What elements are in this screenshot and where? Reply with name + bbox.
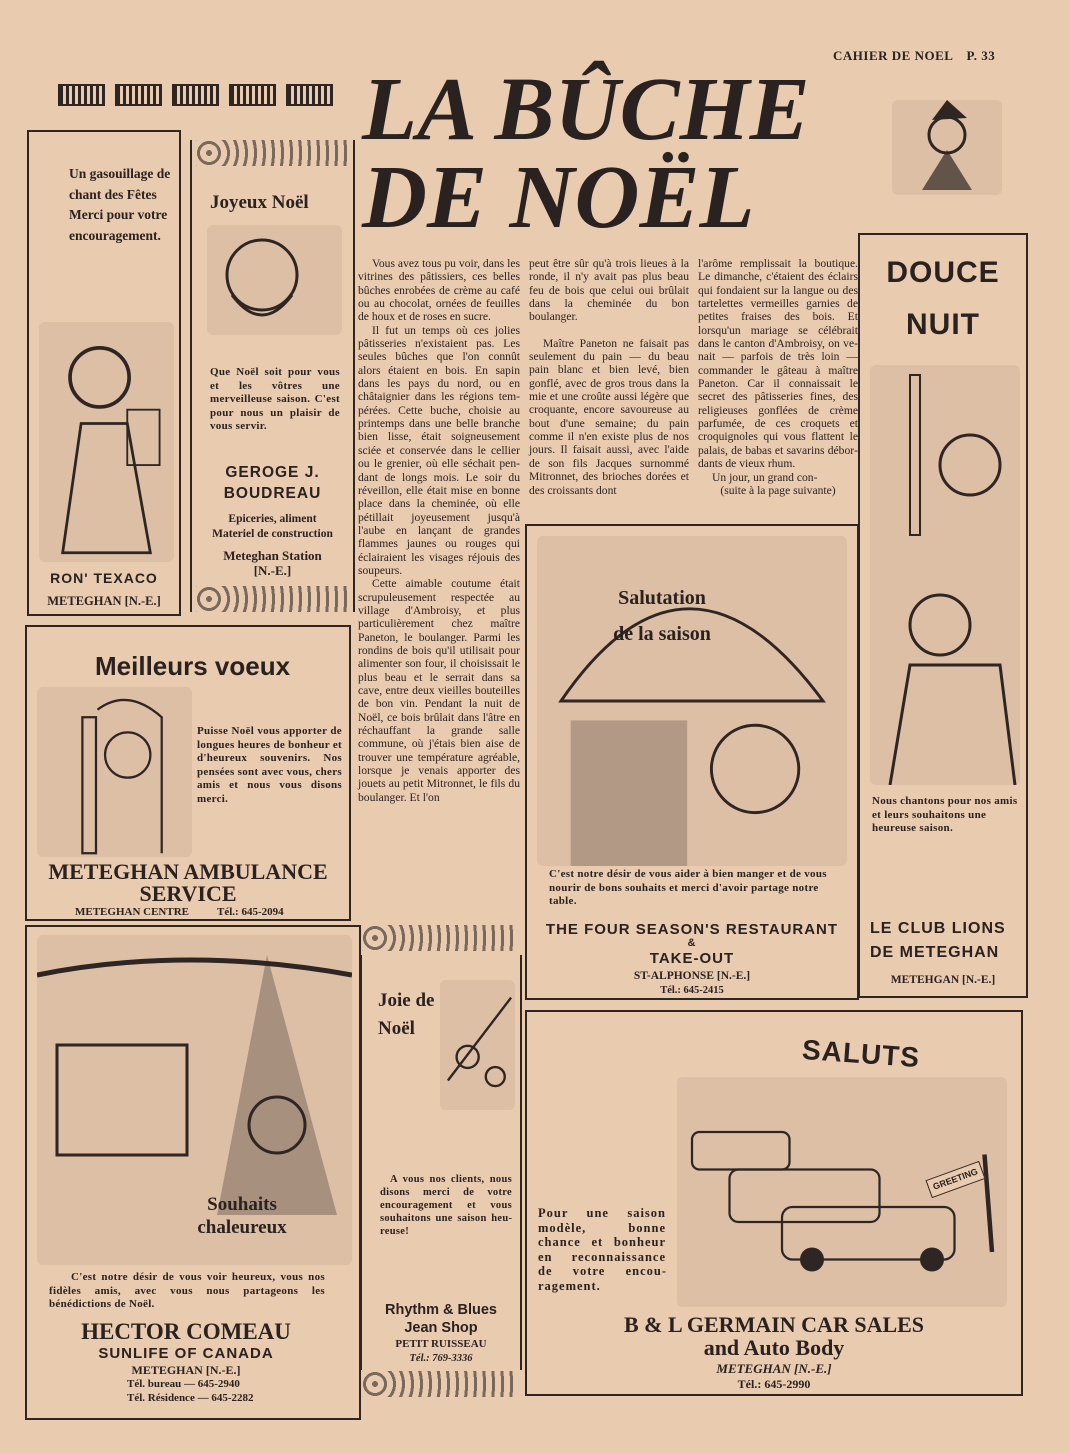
article-paragraph: Un jour, un grand con- bbox=[712, 470, 818, 484]
article-paragraph: Vous avez tous pu voir, dans les vitrines des pâtissiers, ces belles bûches enrobées de crème au café ou au chocolat, ornées de feuilles de houx et de roses en sucre. bbox=[358, 257, 520, 324]
ad-name-line: METEGHAN AMBULANCE bbox=[48, 859, 328, 884]
ad-heading-line: chaleureux bbox=[197, 1217, 287, 1238]
continued-note: (suite à la page suivante) bbox=[720, 483, 836, 497]
ad-message: C'est notre désir de vous aider à bien manger et de vous nourir de bons souhaits et merci d'avoir partage notre table. bbox=[549, 868, 827, 907]
ad-name-line: TAKE-OUT bbox=[649, 950, 735, 967]
ad-message: Puisse Noël vous apporter de longues heures de bonheur et d'heureux souvenirs. Nos pensées sont avec vous, chers amis et nous vous disons merci. bbox=[197, 725, 342, 805]
ad-name-line: GEROGE J. bbox=[225, 464, 320, 481]
gift-icon bbox=[286, 84, 333, 106]
article-title bbox=[362, 60, 822, 247]
ad-name-line: Jean Shop bbox=[404, 1320, 478, 1336]
caroler-child-illustration bbox=[39, 322, 174, 562]
ad-heading: Joyeux Noël bbox=[210, 192, 309, 213]
garland-ornament bbox=[196, 140, 351, 166]
ad-heading bbox=[587, 580, 737, 652]
ad-phone: Tél.: 769-3336 bbox=[409, 1353, 473, 1364]
ad-name bbox=[192, 462, 353, 504]
page-header bbox=[833, 48, 995, 63]
ad-place: METEGHAN CENTRE bbox=[75, 906, 189, 918]
ad-ron-texaco bbox=[27, 130, 181, 616]
ad-name-line: DE METEGHAN bbox=[870, 944, 1000, 961]
article-column-3 bbox=[698, 257, 858, 497]
ad-phone: Tél.: 645-2094 bbox=[217, 906, 284, 918]
ad-name-line: Rhythm & Blues bbox=[385, 1302, 497, 1318]
gift-icon bbox=[58, 84, 105, 106]
ad-name-line: THE FOUR SEASON'S RESTAURANT bbox=[545, 921, 839, 938]
ad-name bbox=[527, 922, 857, 968]
article-paragraph: Il fut un temps où ces jolies pâtisseries n'existaient pas. Les seules bûches que l'on connût alors étaient en bois. En sapin dans les pays du nord, ou en châtaignier dans les régions tempérées. Cette buche, choisie au printemps dans une belle branche bien lisse, était soigneusement sciée et conservée dans le cellier ou le grenier, où elle séchait pendant de longs mois. Le soir du réveillon, elle était mise en bonne place dans la cheminée, où elle pétillait joyeusement jusqu'à l'aube en lançant de grandes flammes jaunes ou rouges qui éclairaient les visages réjouis des soupeurs. bbox=[358, 323, 520, 577]
ad-heading bbox=[378, 987, 434, 1043]
ad-message: Nous chantons pour nos amis et leurs souhaitons une heureuse saison. bbox=[872, 795, 1018, 834]
article-column-1 bbox=[358, 257, 520, 804]
ad-heading: SALUTS bbox=[801, 1033, 921, 1074]
ad-place: PETIT RUISSEAU bbox=[395, 1338, 487, 1350]
santa-face-illustration bbox=[207, 225, 342, 335]
gift-icon bbox=[172, 84, 219, 106]
ad-message: C'est notre désir de vous voir heureux, vous nos fidèles amis, avec vous nous partageons les bénédictions de Noël. bbox=[49, 1271, 325, 1310]
ad-boudreau bbox=[190, 140, 355, 612]
ad-phone: Tél.: 645-2415 bbox=[660, 985, 724, 996]
ad-name-line: SERVICE bbox=[139, 881, 237, 906]
ad-name bbox=[527, 1313, 1021, 1359]
ad-place: METEGHAN [N.-E.] bbox=[47, 594, 161, 608]
garland-ornament bbox=[362, 925, 517, 951]
garland-ornament bbox=[362, 1371, 517, 1397]
ad-heading-line: Souhaits bbox=[207, 1194, 277, 1215]
ad-name-line: and Auto Body bbox=[703, 1335, 845, 1360]
gift-icons-row bbox=[58, 84, 333, 106]
ad-business bbox=[192, 512, 353, 541]
ad-name: HECTOR COMEAU bbox=[81, 1319, 291, 1344]
article-paragraph: peut être sûr qu'à trois lieues à la ronde, il n'y avait pas plus beau feu de bois que celui oui brûlait dans la cheminée du bon boulanger. bbox=[529, 257, 689, 324]
ad-place: ST-ALPHONSE [N.-E.] bbox=[633, 970, 751, 982]
ad-germain-car-sales bbox=[525, 1010, 1023, 1396]
ad-heading bbox=[177, 1193, 307, 1239]
ad-heading-line: Salutation bbox=[618, 587, 706, 609]
ad-rhythm-blues bbox=[360, 925, 522, 1403]
ad-hector-comeau bbox=[25, 925, 361, 1420]
ad-message: Que Noël soit pour vous et les vôtres une merveilleuse saison. C'est pour nous un plaisir de vous servir. bbox=[210, 366, 340, 432]
ad-place: METEGHAN [N.-E.] bbox=[716, 1361, 832, 1376]
ad-name-line: B & L GERMAIN CAR SALES bbox=[623, 1312, 925, 1337]
ad-company: SUNLIFE OF CANADA bbox=[98, 1345, 274, 1362]
ad-place bbox=[192, 548, 353, 578]
article-column-2 bbox=[529, 257, 689, 497]
ad-name bbox=[870, 917, 1026, 965]
ad-heading-line: Noël bbox=[378, 1018, 415, 1039]
ad-place-line: Meteghan Station bbox=[223, 548, 322, 563]
ad-meteghan-ambulance bbox=[25, 625, 351, 921]
ad-heading-line: DOUCE bbox=[886, 256, 1000, 289]
ad-place-line: [N.-E.] bbox=[253, 563, 292, 578]
girl-with-candle-illustration bbox=[37, 687, 192, 857]
ad-name: RON' TEXACO bbox=[50, 570, 158, 586]
ad-message: Un gasouillage de chant des Fêtes Merci pour votre encouragement. bbox=[69, 166, 171, 243]
ad-business-line: Epiceries, aliment bbox=[228, 513, 317, 525]
ad-name bbox=[27, 861, 349, 905]
choir-boys-illustration bbox=[870, 365, 1020, 785]
ad-heading: Meilleurs voeux bbox=[95, 651, 291, 681]
ad-phone-residence: Tél. Résidence — 645-2282 bbox=[127, 1392, 254, 1404]
ad-four-seasons-restaurant bbox=[525, 524, 859, 1000]
ad-message: Pour une saison modèle, bonne chance et bonheur en reconnaissance de votre encouragement. bbox=[538, 1206, 666, 1293]
article-paragraph: Cette aimable coutume était scrupuleusement respectée au village d'Ambroisy, et plus particulièrement chez maître Paneton, le boulanger. Parmi les rondins de bois qu'il utilisait pour alimenter son four, il choisissait le plus beau et le serrait dans sa cave, entre deux vieilles bouteilles de bon vin. Pendant la nuit de Noël, ce bois brûlait dans l'âtre en réchauffant la grande salle commune, où j'étais bien aise de trouver une température agréable, lorsque je venais apporter des jouets au petit Mitronnet, le fils du boulanger. Et l'on bbox=[358, 577, 520, 804]
ad-place: METEGHAN [N.-E.] bbox=[131, 1363, 241, 1377]
gift-icon bbox=[115, 84, 162, 106]
gift-icon bbox=[229, 84, 276, 106]
ad-name bbox=[360, 1301, 522, 1337]
ad-phone-office: Tél. bureau — 645-2940 bbox=[127, 1378, 240, 1390]
title-line-2: DE NOËL bbox=[362, 148, 755, 247]
article-paragraph: l'arôme remplissait la boutique. Le dimanche, c'étaient des éclairs qui fondaient sur la langue ou des tartelettes vermeilles garnies de petites fraises des bois. Et lorsqu'un mariage se célébrait dans le canton d'Ambroisy, on venait — parfois de très loin — commander le gâteau à maître Paneton. Car il connaissait le secret des pâtisseries fines, des religieuses gonflées de crème parfumée, de ces croquets et croquignoles qui vous flattent le palais, de babas et savarins débordants de vieux rhum. bbox=[698, 257, 858, 471]
ad-heading bbox=[860, 247, 1026, 351]
section-name: CAHIER DE NOEL bbox=[833, 48, 953, 63]
santa-illustration bbox=[892, 100, 1002, 195]
ad-name-line: LE CLUB LIONS bbox=[870, 920, 1006, 937]
greeting-sign: GREETING bbox=[925, 1161, 985, 1198]
ad-club-lions bbox=[858, 233, 1028, 998]
ad-name-line: & bbox=[687, 937, 697, 949]
cars-illustration bbox=[677, 1077, 1007, 1307]
pine-branch-ornament-illustration bbox=[440, 980, 515, 1110]
ad-place: METEHGAN [N.-E.] bbox=[890, 974, 996, 986]
ad-name-line: BOUDREAU bbox=[223, 485, 322, 502]
page-number: P. 33 bbox=[966, 48, 996, 63]
ad-message: A vous nos clients, nous disons merci de votre encouragement et vous souhaitons une saison heureuse! bbox=[380, 1174, 512, 1237]
garland-ornament bbox=[196, 586, 351, 612]
article-paragraph: Maître Paneton ne faisait pas seulement du pain — du beau pain blanc et bien levé, bien gonflé, avec de gros trous dans la mie et une croûte aussi légère que croquante, encore savoureuse au bout d'une semaine; du pain comme il n'en existe plus de nos jours. Il faisait aussi, avec l'aide de son fils Jacques surnommé Mitronnet, des brioches dorées et des croissants dont bbox=[529, 336, 689, 497]
ad-business-line: Materiel de construction bbox=[212, 527, 333, 540]
ad-heading-line: NUIT bbox=[906, 308, 980, 341]
ad-heading-line: de la saison bbox=[613, 623, 711, 645]
ad-heading-line: Joie de bbox=[378, 990, 435, 1011]
title-line-1: LA BÛCHE bbox=[362, 60, 810, 159]
ad-phone: Tél.: 645-2990 bbox=[737, 1377, 811, 1391]
